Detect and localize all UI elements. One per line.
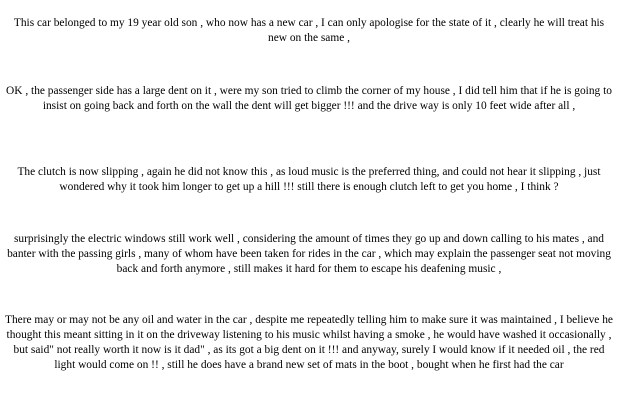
paragraph-car-history: This car belonged to my 19 year old son , who now has a new car , I can only apologise for the state of it , clearly he will treat his new on the same , xyxy=(13,17,605,44)
paragraph-clutch: The clutch is now slipping , again he did not know this , as loud music is the preferred thing, and could not hear it slipping , just wondered why it took him longer to get up a hill !!! still there is enough clutch left to get you home , I think ? xyxy=(17,166,601,193)
paragraph-passenger-dent: OK , the passenger side has a large dent on it , were my son tried to climb the corner of my house , I did tell him that if he is going to insist on going back and forth on the wall the dent will get bigger !!! and the drive way is only 10 feet wide after all , xyxy=(6,85,612,112)
paragraph-oil-and-water: There may or may not be any oil and water in the car , despite me repeatedly telling him to make sure it was maintained , I believe he thought this meant sitting in it on the driveway listening to his music whilst having a smoke , he would have washed it occasionally , but said" not really worth it now is it dad" , as its got a big dent on it !!! and anyway, surely I would know if it needed oil , the red light would come on !! , still he does have a brand new set of mats in the boot , bought when he first had the car xyxy=(5,314,613,371)
paragraph-electric-windows: surprisingly the electric windows still work well , considering the amount of times they go up and down calling to his mates , and banter with the passing girls , many of whom have been taken for rides in the car , which may explain the passenger seat not moving back and forth anymore , still makes it hard for them to escape his deafening music , xyxy=(7,233,611,275)
